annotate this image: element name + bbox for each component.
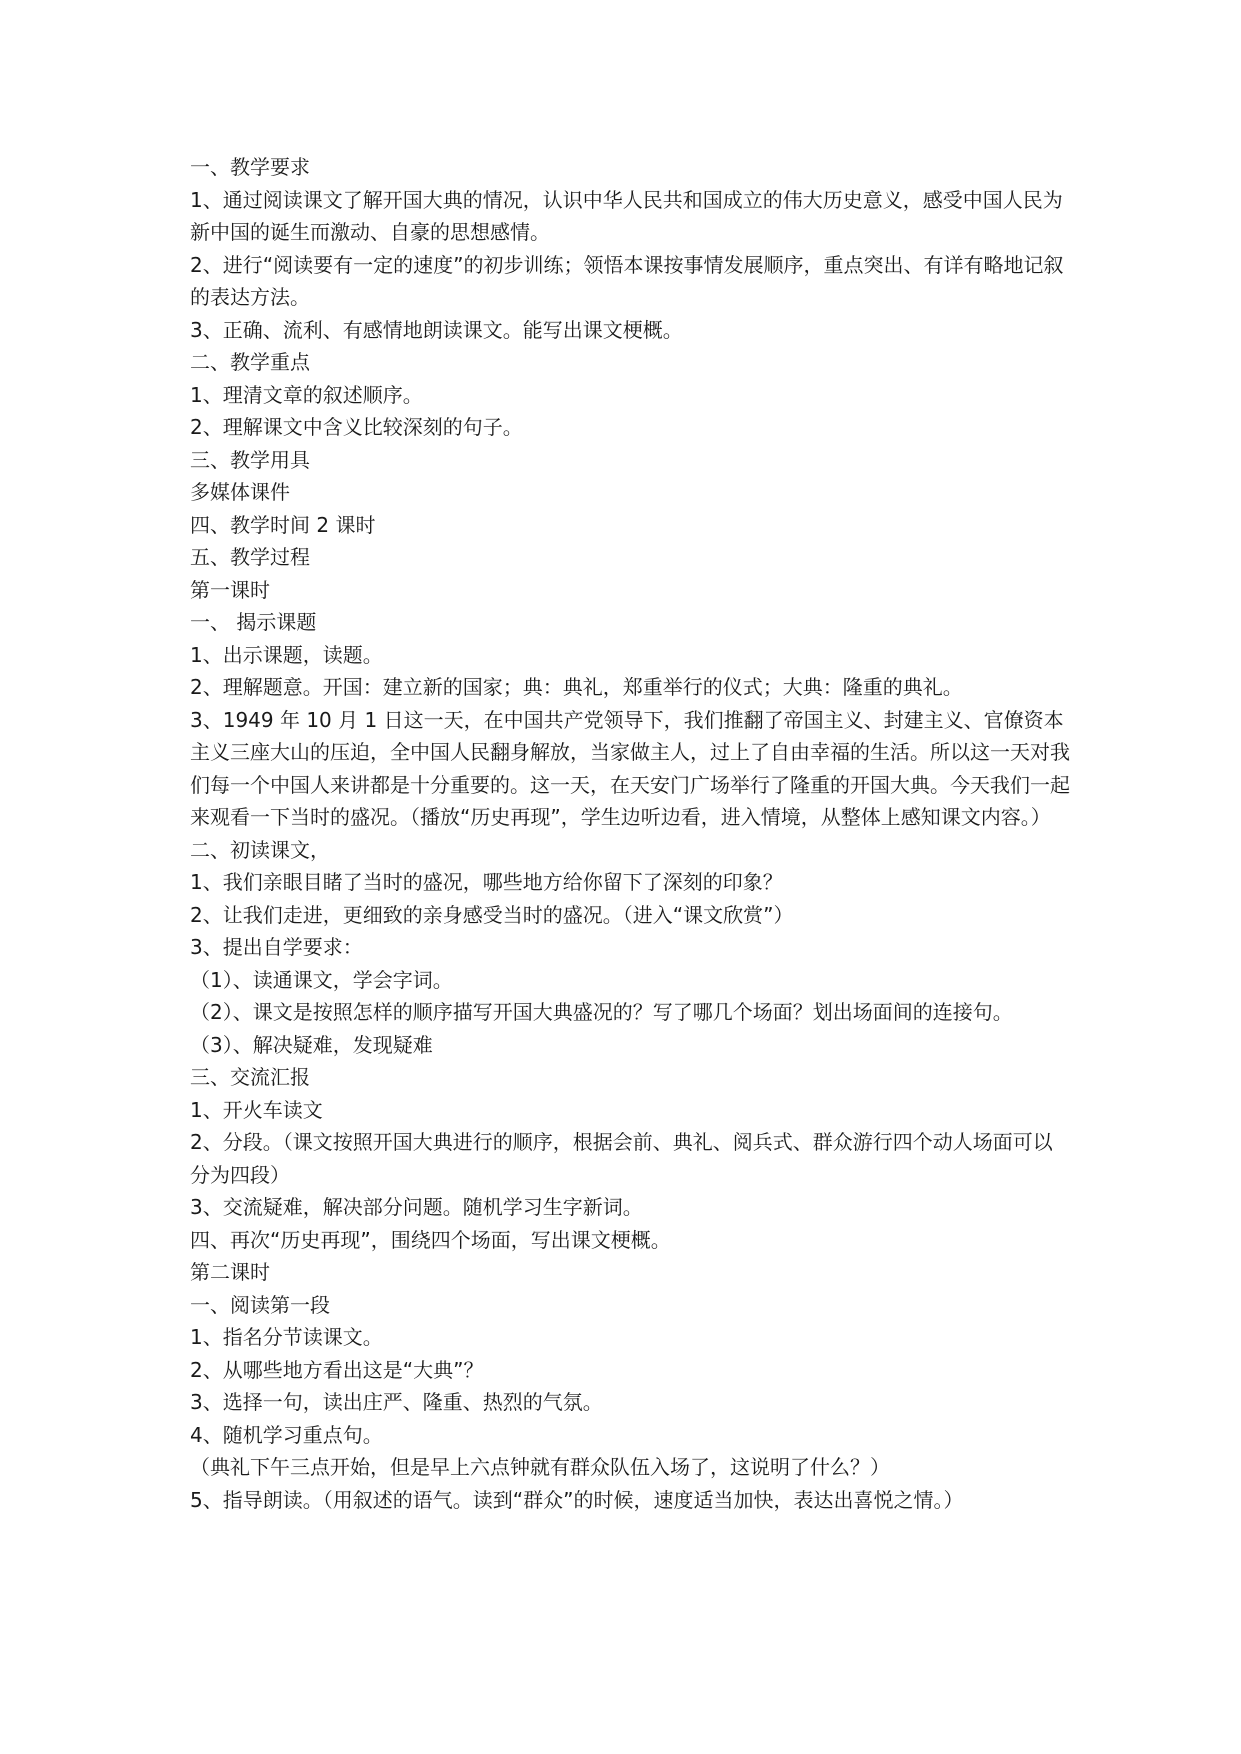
sub-item: （2）、课文是按照怎样的顺序描写开国大典盛况的？写了哪几个场面？划出场面间的连接句。: [190, 1000, 1013, 1024]
tools-text: 多媒体课件: [190, 480, 290, 504]
section-heading-teaching-tools: 三、教学用具: [190, 447, 310, 472]
focus-item: 1、理清文章的叙述顺序。: [190, 382, 423, 407]
step-item: 2、让我们走进，更细致的亲身感受当时的盛况。（进入“课文欣赏”）: [190, 902, 794, 927]
section-heading-teaching-time: 四、教学时间 2 课时: [190, 512, 376, 537]
lesson-one-heading: 第一课时: [190, 577, 270, 602]
step-item: 1、出示课题，读题。: [190, 642, 383, 667]
requirement-item: 3、正确、流利、有感情地朗读课文。能写出课文梗概。: [190, 317, 683, 342]
step-item: 4、随机学习重点句。: [190, 1422, 383, 1447]
step-heading: 一、阅读第一段: [190, 1292, 330, 1317]
lesson-plan-body: [190, 151, 1070, 1516]
step-item: 3、1949 年 10 月 1 日这一天，在中国共产党领导下，我们推翻了帝国主义、封建主义、官僚资本主义三座大山的压迫，全中国人民翻身解放，当家做主人，过上了自由幸福的生活。所以这一天对我们每一个中国人来讲都是十分重要的。这一天，在天安门广场举行了隆重的开国大典。今天我们一起来观看一下当时的盛况。（播放“历史再现”，学生边听边看，进入情境，从整体上感知课文内容。）: [190, 707, 1070, 829]
section-heading-teaching-requirements: 一、教学要求: [190, 155, 310, 179]
sub-item: （典礼下午三点开始，但是早上六点钟就有群众队伍入场了，这说明了什么？）: [190, 1455, 890, 1479]
step-item: 2、理解题意。开国：建立新的国家；典：典礼，郑重举行的仪式；大典：隆重的典礼。: [190, 675, 963, 699]
step-item: 3、交流疑难，解决部分问题。随机学习生字新词。: [190, 1195, 643, 1219]
step-item: 2、从哪些地方看出这是“大典”？: [190, 1357, 484, 1382]
step-item: 3、选择一句，读出庄严、隆重、热烈的气氛。: [190, 1390, 603, 1414]
step-item: 1、我们亲眼目睹了当时的盛况，哪些地方给你留下了深刻的印象？: [190, 870, 783, 894]
step-heading: 二、初读课文，: [190, 837, 330, 862]
step-heading: 一、 揭示课题: [190, 610, 317, 634]
requirement-item: 2、进行“阅读要有一定的速度”的初步训练；领悟本课按事情发展顺序，重点突出、有详有略地记叙的表达方法。: [190, 252, 1064, 309]
step-heading: 四、再次“历史再现”，围绕四个场面，写出课文梗概。: [190, 1227, 671, 1252]
step-item: 1、指名分节读课文。: [190, 1325, 383, 1349]
lesson-two-heading: 第二课时: [190, 1260, 270, 1284]
requirement-item: 1、通过阅读课文了解开国大典的情况，认识中华人民共和国成立的伟大历史意义，感受中国人民为新中国的诞生而激动、自豪的思想感情。: [190, 187, 1063, 244]
sub-item: （3）、解决疑难，发现疑难: [190, 1032, 433, 1057]
focus-item: 2、理解课文中含义比较深刻的句子。: [190, 415, 523, 439]
step-item: 3、提出自学要求：: [190, 935, 363, 959]
section-heading-teaching-process: 五、教学过程: [190, 545, 310, 569]
step-heading: 三、交流汇报: [190, 1065, 310, 1089]
sub-item: （1）、读通课文，学会字词。: [190, 967, 453, 992]
step-item: 2、分段。（课文按照开国大典进行的顺序，根据会前、典礼、阅兵式、群众游行四个动人场面可以分为四段）: [190, 1130, 1053, 1187]
step-item: 1、开火车读文: [190, 1097, 323, 1122]
step-item: 5、指导朗读。（用叙述的语气。读到“群众”的时候，速度适当加快，表达出喜悦之情。）: [190, 1487, 964, 1512]
section-heading-teaching-focus: 二、教学重点: [190, 350, 310, 374]
